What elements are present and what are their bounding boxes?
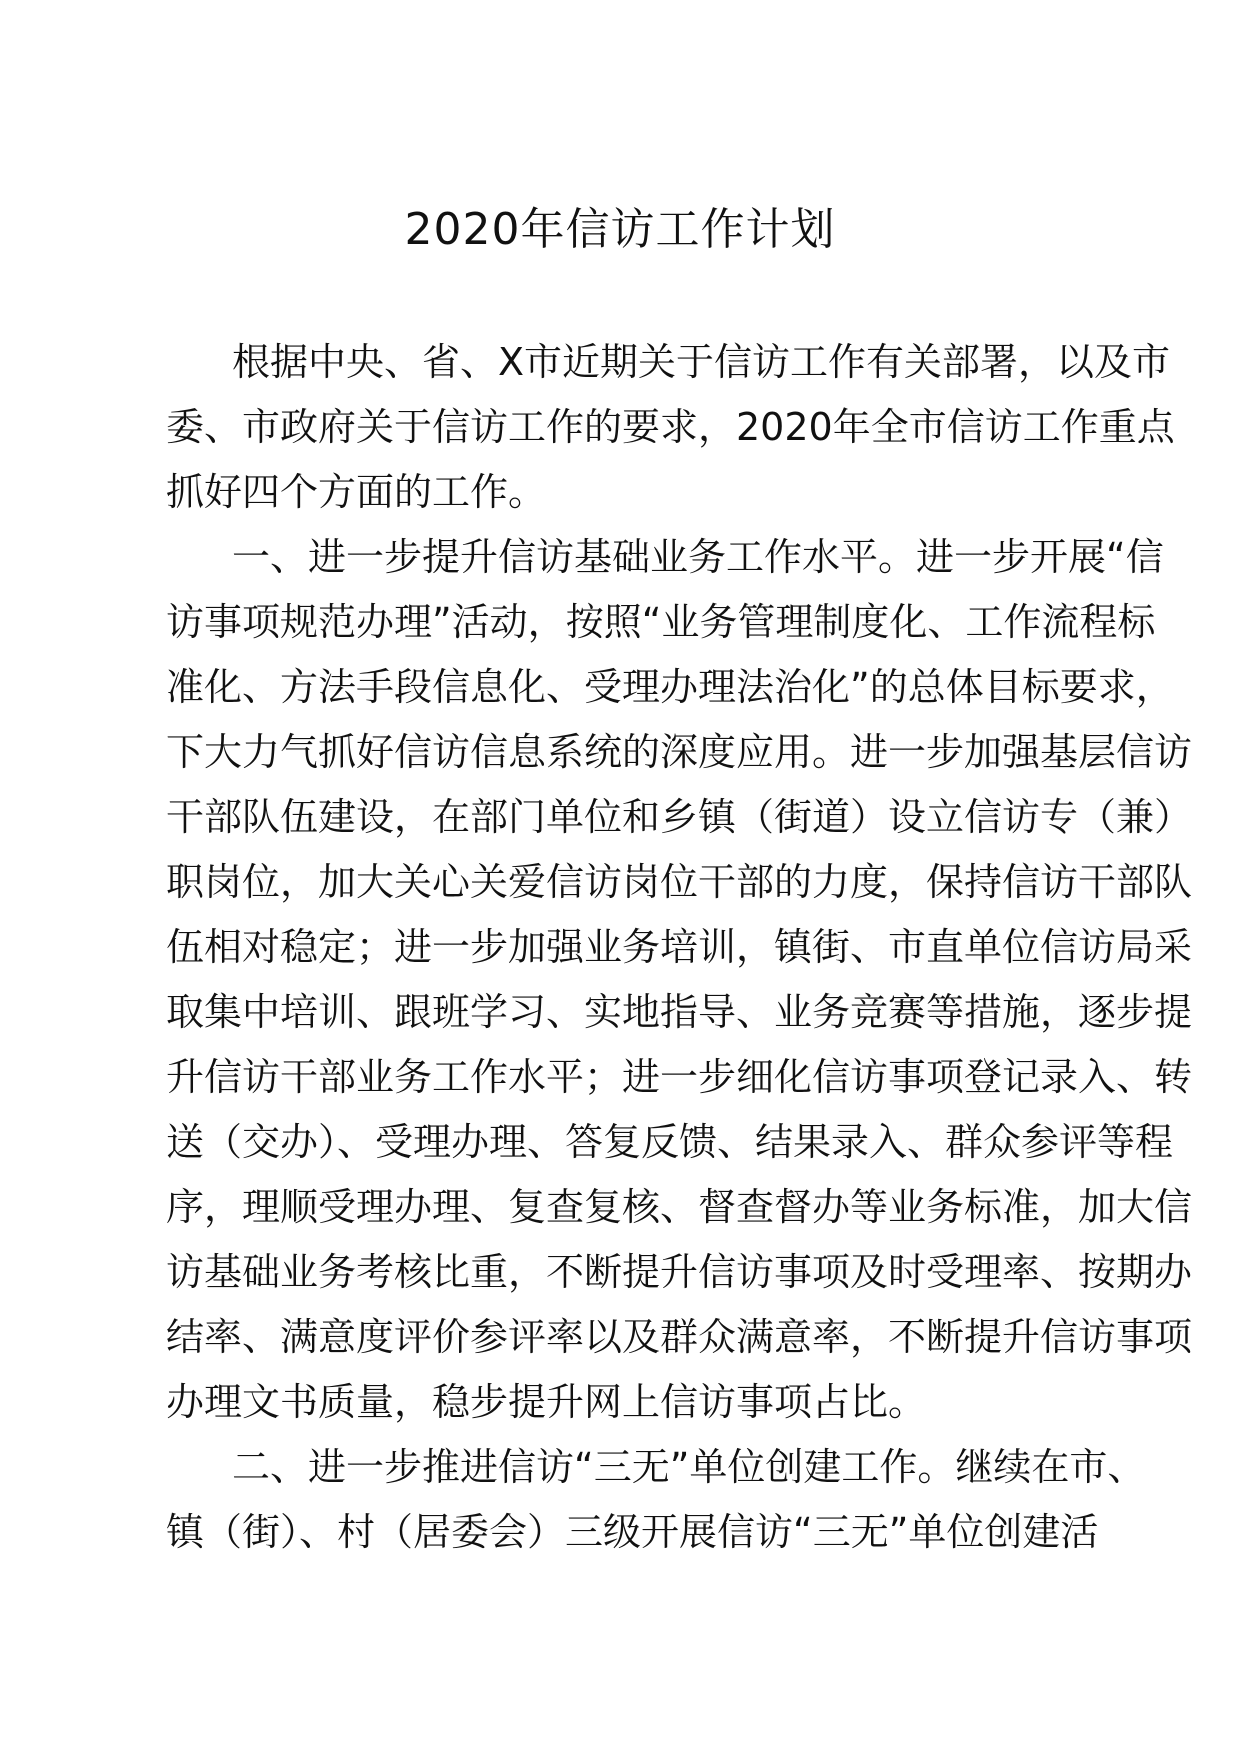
- document-title: 2020年信访工作计划: [404, 204, 836, 255]
- text-line: 一、进一步提升信访基础业务工作水平。进一步开展“信: [232, 535, 1164, 579]
- text-line: 根据中央、省、X市近期关于信访工作有关部署，以及市: [232, 340, 1171, 384]
- document-body: [166, 330, 1193, 1565]
- text-line: 结率、满意度评价参评率以及群众满意率，不断提升信访事项: [166, 1315, 1193, 1359]
- text-line: 委、市政府关于信访工作的要求，2020年全市信访工作重点: [166, 405, 1175, 449]
- text-line: 送（交办）、受理办理、答复反馈、结果录入、群众参评等程: [166, 1120, 1174, 1164]
- text-line: 二、进一步推进信访“三无”单位创建工作。继续在市、: [232, 1445, 1146, 1489]
- text-line: 职岗位，加大关心关爱信访岗位干部的力度，保持信访干部队: [166, 860, 1193, 904]
- text-line: 干部队伍建设，在部门单位和乡镇（街道）设立信访专（兼）: [166, 795, 1193, 839]
- text-line: 访基础业务考核比重，不断提升信访事项及时受理率、按期办: [166, 1250, 1193, 1294]
- text-line: 升信访干部业务工作水平；进一步细化信访事项登记录入、转: [166, 1055, 1193, 1099]
- text-line: 序，理顺受理办理、复查复核、督查督办等业务标准，加大信: [166, 1185, 1193, 1229]
- text-line: 访事项规范办理”活动，按照“业务管理制度化、工作流程标: [166, 600, 1156, 644]
- text-line: 下大力气抓好信访信息系统的深度应用。进一步加强基层信访: [166, 730, 1193, 774]
- text-line: 抓好四个方面的工作。: [166, 470, 547, 514]
- text-line: 镇（街）、村（居委会）三级开展信访“三无”单位创建活: [166, 1510, 1099, 1554]
- text-line: 准化、方法手段信息化、受理办理法治化”的总体目标要求，: [166, 665, 1174, 709]
- text-line: 伍相对稳定；进一步加强业务培训，镇街、市直单位信访局采: [166, 925, 1193, 969]
- text-line: 取集中培训、跟班学习、实地指导、业务竞赛等措施，逐步提: [166, 990, 1193, 1034]
- text-line: 办理文书质量，稳步提升网上信访事项占比。: [166, 1380, 927, 1424]
